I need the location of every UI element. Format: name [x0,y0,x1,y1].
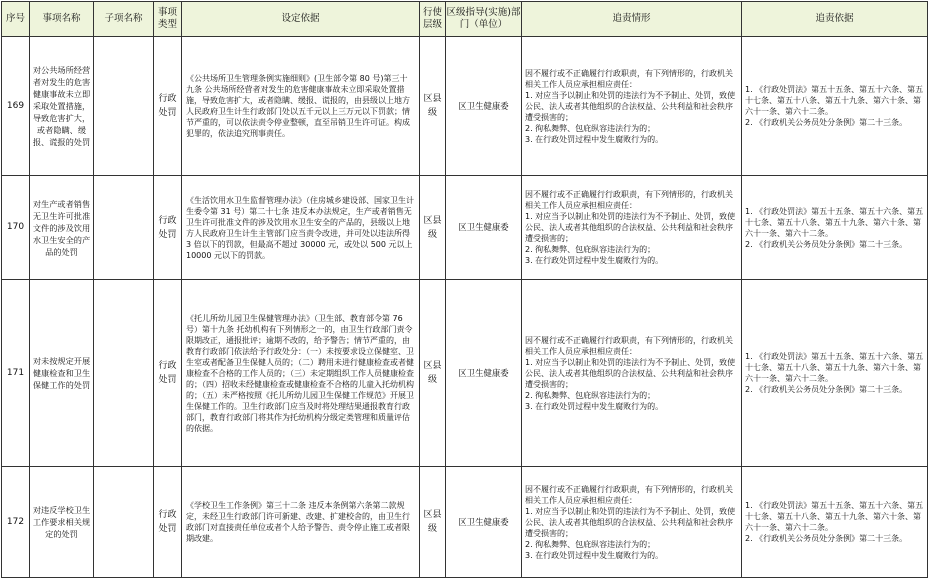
accountability-item-2: 2. 《行政机关公务员处分条例》第二十三条。 [745,118,908,127]
header-dept: 区级指导(实施)部门（单位） [446,2,522,37]
row-subitem-name [94,467,154,578]
row-item-type: 行政处罚 [154,467,182,578]
row-level: 区县级 [420,280,446,467]
header-situation: 追责情形 [522,2,742,37]
row-accountability-basis [742,467,928,578]
row-item-name: 对公共场所经营者对发生的危害健康事故未立即采取处置措施，导致危害扩大，或者隐瞒、缓报、谎报的处罚 [30,37,94,176]
row-item-name: 对未按规定开展健康检查和卫生保健工作的处罚 [30,280,94,467]
header-level: 行使层级 [420,2,446,37]
row-accountability-basis [742,280,928,467]
row-legal-basis: 《生活饮用水卫生监督管理办法》（住房城乡建设部、国家卫生计生委令第 31 号）第二十七条 违反本办法规定，生产或者销售无卫生许可批准文件的涉及饮用水卫生安全的产品的，县级以上地方人民政府卫生计生主管部门应当责令改进，并可处以违法所得 3 倍以下的罚款，但最高不超过 30000 元，或处以 500 元以上 10000 元以下的罚款。 [182,176,420,280]
situation-intro: 因不履行或不正确履行行政职责，有下列情形的，行政机关相关工作人员应承担相应责任： [525,484,733,505]
row-accountability-basis [742,176,928,280]
row-department: 区卫生健康委 [446,280,522,467]
situation-intro: 因不履行或不正确履行行政职责，有下列情形的，行政机关相关工作人员应承担相应责任： [525,190,733,210]
accountability-item-1: 1. 《行政处罚法》第五十五条、第五十六条、第五十七条、第五十八条、第五十九条、第六十条、第六十一条、第六十二条。 [745,85,924,116]
table-row [2,176,928,280]
row-seq: 170 [2,176,30,280]
row-department: 区卫生健康委 [446,176,522,280]
situation-item-3: 3. 在行政处罚过程中发生腐败行为的。 [525,134,664,144]
row-item-name: 对生产或者销售无卫生许可批准文件的涉及饮用水卫生安全的产品的处罚 [30,176,94,280]
accountability-item-1: 1. 《行政处罚法》第五十五条、第五十六条、第五十七条、第五十八条、第五十九条、第六十条、第六十一条、第六十二条。 [745,206,924,238]
situation-intro: 因不履行或不正确履行行政职责，有下列情形的，行政机关相关工作人员应承担相应责任： [525,335,733,356]
accountability-item-2: 2. 《行政机关公务员处分条例》第二十三条。 [745,385,908,394]
table-row [2,467,928,578]
accountability-item-2: 2. 《行政机关公务员处分条例》第二十三条。 [745,534,908,543]
row-department: 区卫生健康委 [446,467,522,578]
header-type: 事项类型 [154,2,182,37]
row-subitem-name [94,280,154,467]
row-level: 区县级 [420,37,446,176]
header-subitem: 子项名称 [94,2,154,37]
row-seq: 171 [2,280,30,467]
row-legal-basis: 《托儿所幼儿园卫生保健管理办法》（卫生部、教育部令第 76 号）第十九条 托幼机构有下列情形之一的，由卫生行政部门责令限期改正，通报批评；逾期不改的，给予警告；情节严重的，由教育行政部门依法给予行政处分：（一）未按要求设立保健室、卫生室或者配备卫生保健人员的；（二）聘用未进行健康检查或者健康检查不合格的工作人员的；（三）未定期组织工作人员健康检查的；（四）招收未经健康检查或健康检查不合格的儿童入托幼机构的；（五）未严格按照《托儿所幼儿园卫生保健工作规范》开展卫生保健工作的。卫生行政部门应当及时将处理结果通报教育行政部门，教育行政部门将其作为托幼机构分级定类管理和质量评估的依据。 [182,280,420,467]
table-row [2,37,928,176]
situation-item-1: 1. 对应当予以制止和处罚的违法行为不予制止、处罚，致使公民、法人或者其他组织的合法权益、公共利益和社会秩序遭受损害的； [525,357,736,389]
situation-item-2: 2. 徇私舞弊、包庇纵容违法行为的； [525,123,656,133]
row-situation [522,280,742,467]
situation-intro: 因不履行或不正确履行行政职责，有下列情形的，行政机关相关工作人员应承担相应责任： [525,68,733,89]
accountability-item-2: 2. 《行政机关公务员处分条例》第二十三条。 [745,239,908,249]
header-item: 事项名称 [30,2,94,37]
situation-item-3: 3. 在行政处罚过程中发生腐败行为的。 [525,256,664,265]
situation-item-2: 2. 徇私舞弊、包庇纵容违法行为的； [525,539,656,549]
row-situation [522,176,742,280]
situation-item-3: 3. 在行政处罚过程中发生腐败行为的。 [525,401,664,411]
table-row [2,280,928,467]
header-seq: 序号 [2,2,30,37]
accountability-item-1: 1. 《行政处罚法》第五十五条、第五十六条、第五十七条、第五十八条、第五十九条、第六十条、第六十一条、第六十二条。 [745,352,924,383]
situation-item-3: 3. 在行政处罚过程中发生腐败行为的。 [525,550,664,560]
row-item-type: 行政处罚 [154,280,182,467]
row-department: 区卫生健康委 [446,37,522,176]
situation-item-1: 1. 对应当予以制止和处罚的违法行为不予制止、处罚，致使公民、法人或者其他组织的合法权益、公共利益和社会秩序遭受损害的； [525,212,736,243]
row-item-type: 行政处罚 [154,176,182,280]
row-subitem-name [94,37,154,176]
row-accountability-basis [742,37,928,176]
accountability-item-1: 1. 《行政处罚法》第五十五条、第五十六条、第五十七条、第五十八条、第五十九条、第六十条、第六十一条、第六十二条。 [745,501,924,532]
row-subitem-name [94,176,154,280]
situation-item-1: 1. 对应当予以制止和处罚的违法行为不予制止、处罚，致使公民、法人或者其他组织的合法权益、公共利益和社会秩序遭受损害的； [525,506,736,538]
row-legal-basis: 《学校卫生工作条例》第三十二条 违反本条例第六条第二款规定，未经卫生行政部门许可新建、改建、扩建校舍的，由卫生行政部门对直接责任单位或者个人给予警告、责令停止施工或者限期改建。 [182,467,420,578]
header-basis: 设定依据 [182,2,420,37]
header-accountability-basis: 追责依据 [742,2,928,37]
header-row [2,2,928,37]
row-item-type: 行政处罚 [154,37,182,176]
row-seq: 169 [2,37,30,176]
row-level: 区县级 [420,176,446,280]
situation-item-2: 2. 徇私舞弊、包庇纵容违法行为的； [525,245,656,254]
row-seq: 172 [2,467,30,578]
situation-item-1: 1. 对应当予以制止和处罚的违法行为不予制止、处罚，致使公民、法人或者其他组织的合法权益、公共利益和社会秩序遭受损害的； [525,90,736,122]
row-situation [522,37,742,176]
accountability-table [1,1,928,578]
row-situation [522,467,742,578]
row-level: 区县级 [420,467,446,578]
situation-item-2: 2. 徇私舞弊、包庇纵容违法行为的； [525,390,656,400]
row-item-name: 对违反学校卫生工作要求相关规定的处罚 [30,467,94,578]
row-legal-basis: 《公共场所卫生管理条例实施细则》(卫生部令第 80 号)第三十九条 公共场所经营者对发生的危害健康事故未立即采取处置措施，导致危害扩大，或者隐瞒、缓报、谎报的，由县级以上地方人民政府卫生计生行政部门处以五千元以上三万元以下罚款；情节严重的，可以依法责令停业整顿，直至吊销卫生许可证。构成犯罪的，依法追究刑事责任。 [182,37,420,176]
